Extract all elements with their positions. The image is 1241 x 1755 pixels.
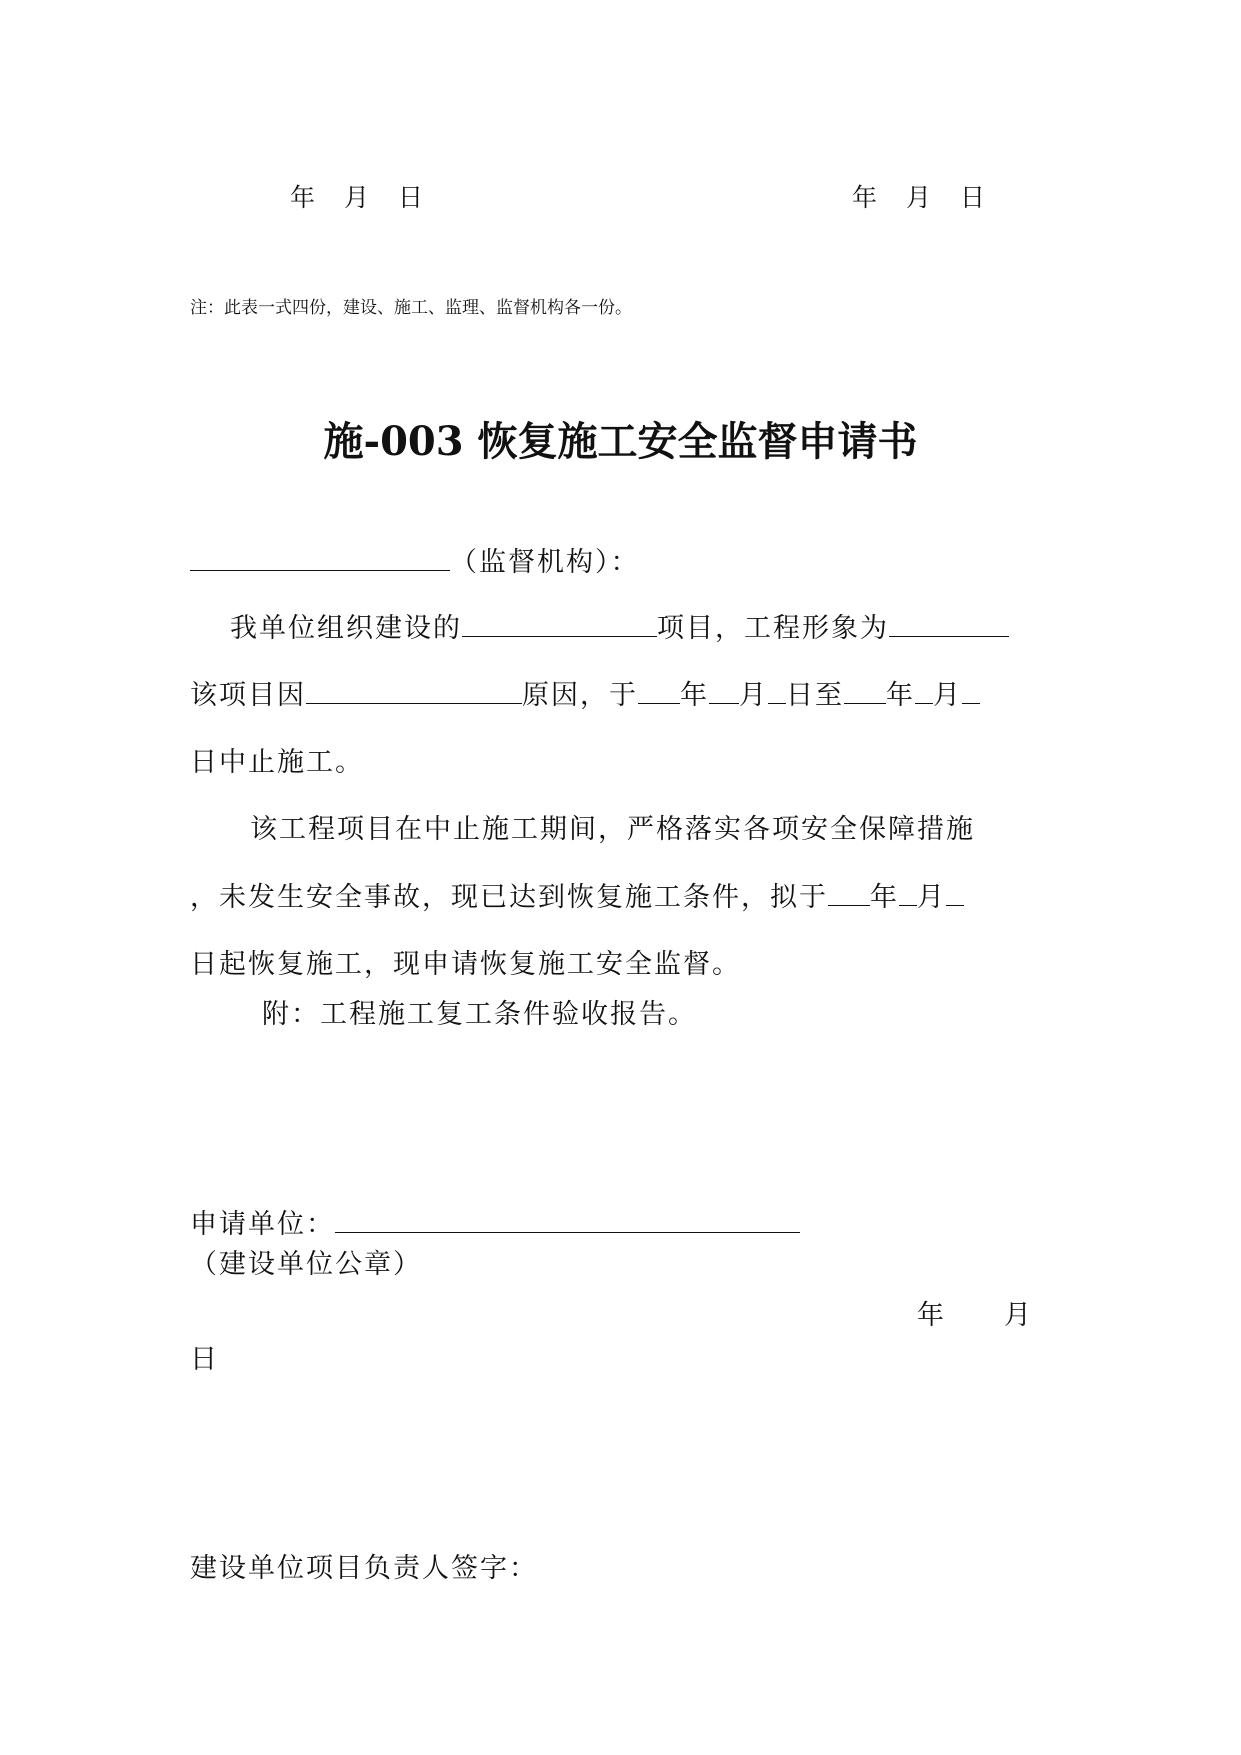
day-label: 日 [786, 680, 815, 711]
applicant-label: 申请单位： [190, 1209, 335, 1240]
top-date-right: 年 月 日 [852, 183, 988, 212]
applicant-line [190, 1202, 800, 1241]
para2-line2 [190, 875, 964, 914]
reason-blank[interactable] [306, 677, 522, 704]
year-label: 年 [680, 680, 709, 711]
top-date-left: 年 月 日 [290, 183, 426, 212]
year-label: 年 [886, 680, 915, 711]
applicant-date-ym: 年 月 [917, 1300, 1033, 1331]
resume-day-blank[interactable] [946, 879, 964, 906]
para1-text-d: 原因，于 [522, 680, 638, 711]
para1-line3: 日中止施工。 [190, 747, 364, 778]
project-name-blank[interactable] [462, 610, 657, 637]
until-label: 至 [815, 680, 844, 711]
resume-year-blank[interactable] [828, 879, 870, 906]
para2-line1: 该工程项目在中止施工期间，严格落实各项安全保障措施 [250, 814, 975, 845]
para1-line1 [230, 606, 1009, 645]
para1-text-c: 该项目因 [190, 680, 306, 711]
supervision-agency-blank[interactable] [190, 544, 450, 571]
end-year-blank[interactable] [844, 677, 886, 704]
month-label: 月 [917, 882, 946, 913]
attachment-line: 附：工程施工复工条件验收报告。 [262, 999, 697, 1030]
stop-day-blank[interactable] [768, 677, 786, 704]
progress-blank[interactable] [889, 610, 1009, 637]
end-day-blank[interactable] [962, 677, 980, 704]
form-title: 施-003 恢复施工安全监督申请书 [323, 418, 918, 465]
end-month-blank[interactable] [915, 677, 933, 704]
applicant-blank[interactable] [335, 1206, 800, 1233]
stop-month-blank[interactable] [709, 677, 739, 704]
month-label: 月 [739, 680, 768, 711]
year-label: 年 [870, 882, 899, 913]
stop-year-blank[interactable] [638, 677, 680, 704]
month-label: 月 [933, 680, 962, 711]
para1-text-a: 我单位组织建设的 [230, 613, 462, 644]
resume-month-blank[interactable] [899, 879, 917, 906]
para1-line2 [190, 673, 980, 712]
recipient-line [190, 540, 640, 579]
para2-line3: 日起恢复施工，现申请恢复施工安全监督。 [190, 949, 741, 980]
seal-note: （建设单位公章） [190, 1249, 422, 1280]
copies-note: 注：此表一式四份，建设、施工、监理、监督机构各一份。 [190, 298, 632, 318]
applicant-date-day: 日 [190, 1344, 219, 1375]
para2-text-a: ，未发生安全事故，现已达到恢复施工条件，拟于 [190, 882, 828, 913]
signature-label: 建设单位项目负责人签字： [190, 1553, 538, 1584]
para1-text-b: 项目，工程形象为 [657, 613, 889, 644]
recipient-suffix: （监督机构）： [450, 547, 640, 578]
